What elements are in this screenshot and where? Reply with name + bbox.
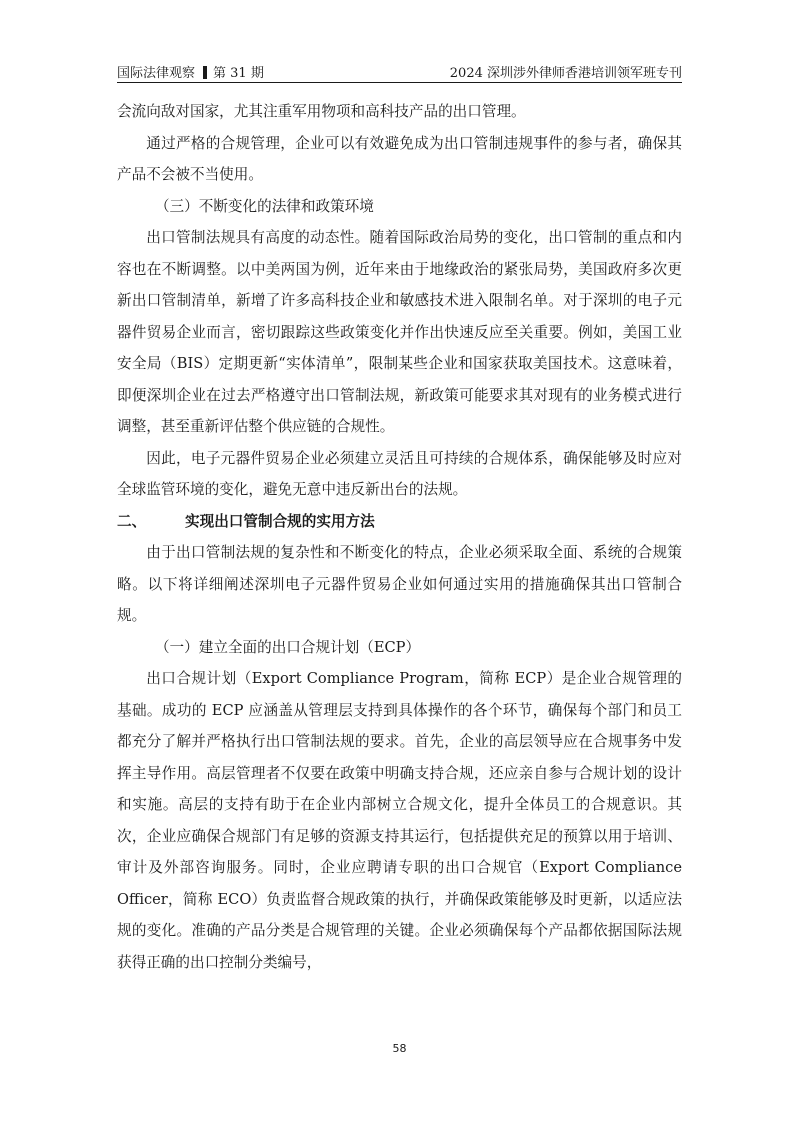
subsection-heading: （一）建立全面的出口合规计划（ECP） [154,638,421,656]
paragraph: 因此，电子元器件贸易企业必须建立灵活且可持续的合规体系，确保能够及时应对全球监管环境的变化，避免无意中违反新出台的法规。 [117,449,682,498]
paragraph: 出口管制法规具有高度的动态性。随着国际政治局势的变化，出口管制的重点和内容也在不断调整。以中美两国为例，近年来由于地缘政治的紧张局势，美国政府多次更新出口管制清单，新增了许多高科技企业和敏感技术进入限制名单。对于深圳的电子元器件贸易企业而言，密切跟踪这些政策变化并作出快速反应至关重要。例如，美国工业安全局（BIS）定期更新“实体清单”，限制某些企业和国家获取美国技术。这意味着，即便深圳企业在过去严格遵守出口管制法规，新政策可能要求其对现有的业务模式进行调整，甚至重新评估整个供应链的合规性。 [117,229,682,435]
running-header [117,60,682,83]
section-number: 二、 [117,512,147,530]
article-body [117,96,682,978]
section-heading [117,506,682,538]
section-title: 实现出口管制合规的实用方法 [185,512,375,530]
issue-number: 第 31 期 [213,66,264,81]
special-issue-title: 2024 深圳涉外律师香港培训领军班专刊 [449,66,682,81]
page-number: 58 [392,1042,407,1055]
paragraph: 通过严格的合规管理，企业可以有效避免成为出口管制违规事件的参与者，确保其产品不会被不当使用。 [117,134,682,183]
paragraph-continuation: 会流向敌对国家，尤其注重军用物项和高科技产品的出口管理。 [117,103,526,120]
subsection-heading: （三）不断变化的法律和政策环境 [154,197,374,215]
header-left [117,62,264,81]
header-divider-bar [203,66,207,79]
paragraph: 出口合规计划（Export Compliance Program，简称 ECP）是企业合规管理的基础。成功的 ECP 应涵盖从管理层支持到具体操作的各个环节，确保每个部门和员工都充分了解并严格执行出口管制法规的要求。首先，企业的高层领导应在合规事务中发挥主导作用。高层管理者不仅要在政策中明确支持合规，还应亲自参与合规计划的设计和实施。高层的支持有助于在企业内部树立合规文化，提升全体员工的合规意识。其次，企业应确保合规部门有足够的资源支持其运行，包括提供充足的预算以用于培训、审计及外部咨询服务。同时，企业应聘请专职的出口合规官（Export Compliance Officer，简称 ECO）负责监督合规政策的执行，并确保政策能够及时更新，以适应法规的变化。准确的产品分类是合规管理的关键。企业必须确保每个产品都依据国际法规获得正确的出口控制分类编号， [117,670,682,971]
paragraph: 由于出口管制法规的复杂性和不断变化的特点，企业必须采取全面、系统的合规策略。以下将详细阐述深圳电子元器件贸易企业如何通过实用的措施确保其出口管制合规。 [117,544,682,624]
journal-name: 国际法律观察 [117,66,196,81]
